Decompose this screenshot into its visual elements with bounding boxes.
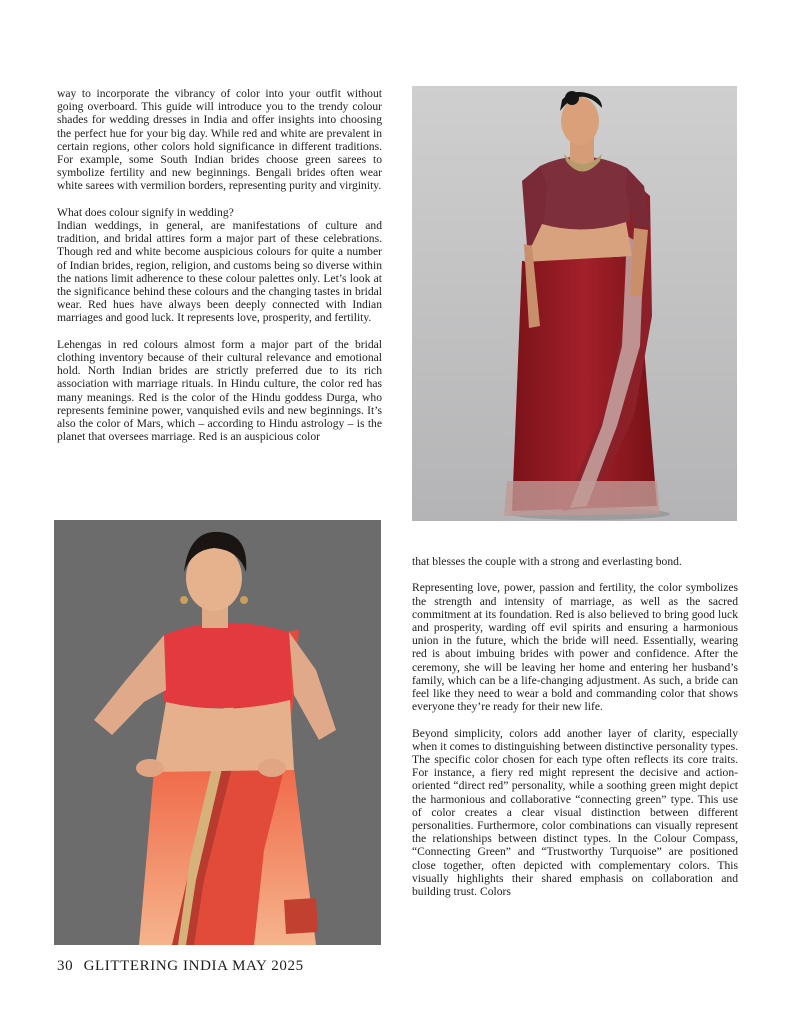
page-footer <box>57 958 304 975</box>
article-paragraph: that blesses the couple with a strong and everlasting bond. <box>412 555 682 568</box>
article-paragraph: Representing love, power, passion and fertility, the color symbolizes the strength and intensity of marriage, as well as the sacred commitment at its foundation. Red is also believed to bring good luck and prosperity, warding off evil spirits and ensuring a harmonious union in the future, which the bride will need. Essentially, wearing red is about imbuing brides with power and confidence. After the ceremony, she will be leaving her home and entering her husband’s family, which can be a life-changing adjustment. As such, a bride can feel like they need to wear a bold and commanding color that shows everyone they’re ready for their new life. <box>412 581 738 714</box>
article-paragraph: Indian weddings, in general, are manifestations of culture and tradition, and bridal attires form a major part of these celebrations. Though red and white become auspicious colours for quite a number of Indian brides, region, religion, and customs being so diverse within the nations limit adherence to these colour palettes only. Let’s look at the significance behind these colours and the changing tastes in bridal wear. Red hues have always been deeply connected with Indian marriages and good luck. It represents love, prosperity, and fertility. <box>57 219 382 325</box>
page-number: 30 <box>57 958 74 974</box>
article-paragraph: Lehengas in red colours almost form a major part of the bridal clothing inventory because of their cultural relevance and emotional hold. North Indian brides are strictly preferred due to its rich association with marriage rituals. In Hindu culture, the color red has many meanings. Red is the color of the Hindu goddess Durga, who represents feminine power, vanquished evils and new beginnings. It’s also the color of Mars, which – according to Hindu astrology – is the planet that oversees marriage. Red is an auspicious color <box>57 337 382 444</box>
left-text-column <box>57 87 382 513</box>
section-heading: What does colour signify in wedding? <box>57 205 234 219</box>
publication-title: GLITTERING INDIA MAY 2025 <box>83 958 304 974</box>
article-paragraph: way to incorporate the vibrancy of color into your outfit without going overboard. This guide will introduce you to the trendy colour shades for wedding dresses in India and offer insights into choosing the perfect hue for your big day. While red and white are prevalent in certain regions, other colors hold significance in different traditions. For example, some South Indian brides choose green sarees to symbolize fertility and new beginnings. Bengali brides often wear white sarees with vermilion borders, representing purity and virginity. <box>57 87 382 193</box>
bride-photo-coral-saree <box>54 520 381 945</box>
right-text-column <box>412 555 738 945</box>
bride-photo-maroon-saree <box>412 86 737 521</box>
article-paragraph: Beyond simplicity, colors add another layer of clarity, especially when it comes to distinguishing between distinctive personality types. The specific color chosen for each type often reflects its core traits. For instance, a fiery red might represent the decisive and action-oriented “direct red” personality, while a soothing green might depict the harmonious and collaborative “connecting green” type. This use of color creates a clear visual distinction between different personalities. Furthermore, color combinations can visually represent the relationships between distinct types. In the Colour Compass, “Connecting Green” and “Trustworthy Turquoise” are positioned close together, often depicted with complementary colors. This visually highlights their shared emphasis on collaboration and building trust. Colors <box>412 726 738 899</box>
article-section <box>57 206 382 325</box>
